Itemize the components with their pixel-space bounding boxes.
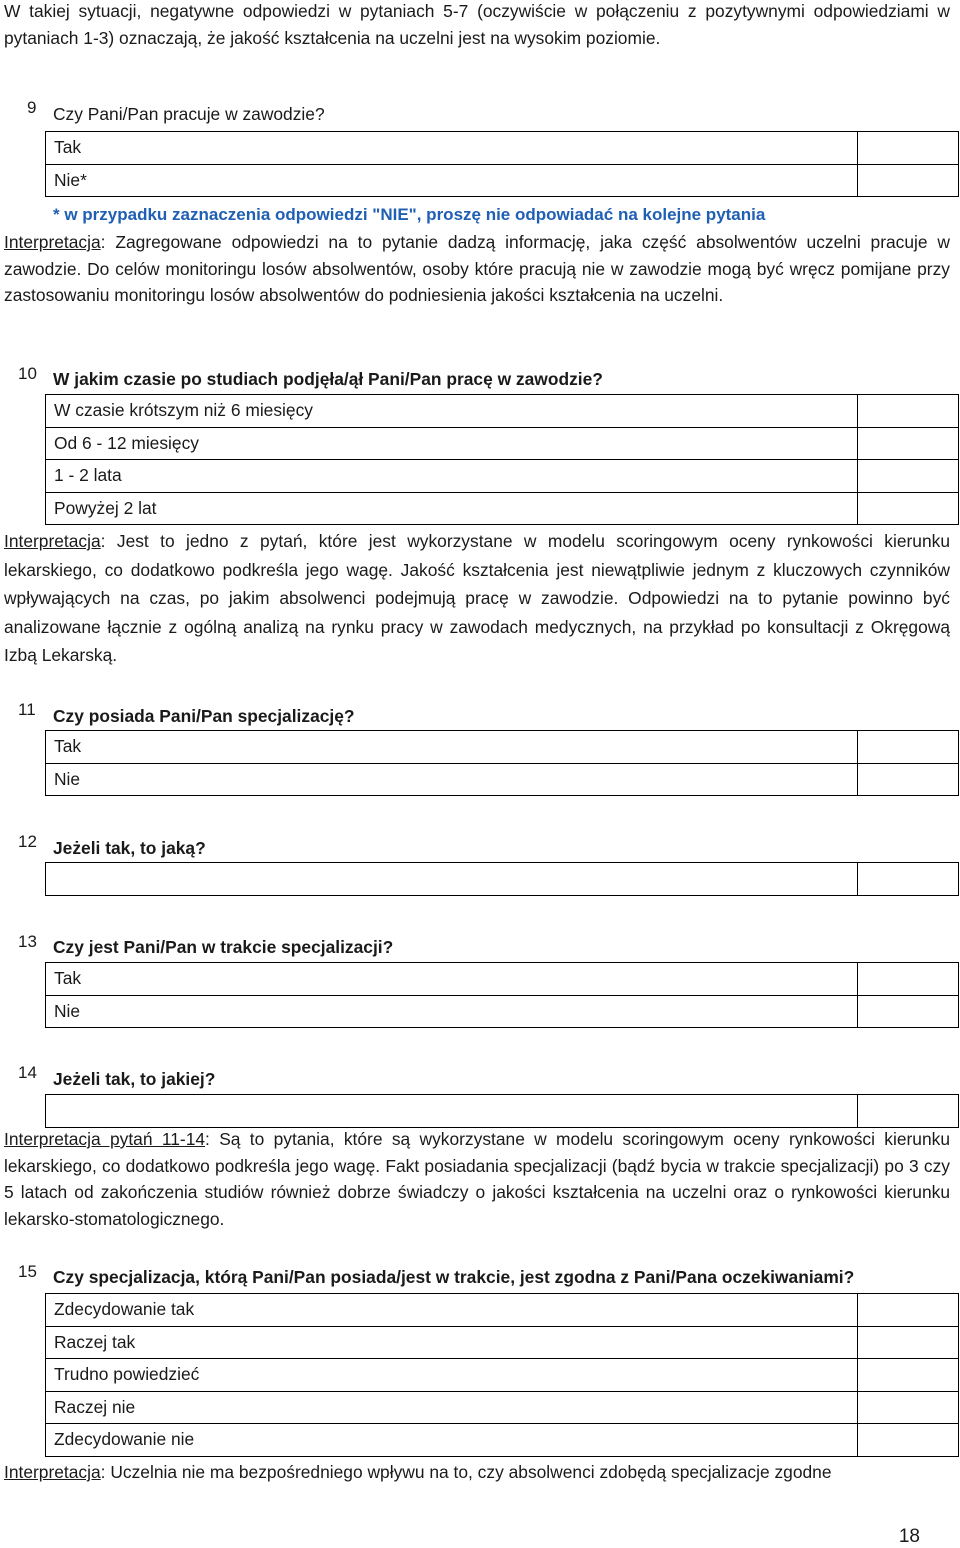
interpretation-label: Interpretacja pytań 11-14 [4,1129,206,1149]
option-label: Nie [46,995,858,1028]
option-row[interactable] [46,995,959,1028]
answer-checkbox[interactable] [858,1359,959,1392]
option-row[interactable] [46,1294,959,1327]
question-13-options [45,962,959,1028]
answer-checkbox[interactable] [858,731,959,764]
answer-box[interactable] [858,1095,959,1128]
question-9-text: Czy Pani/Pan pracuje w zawodzie? [53,104,325,124]
interpretation-text: : Zagregowane odpowiedzi na to pytanie dadzą informację, jaka część absolwentów uczelni pracuje w zawodzie. Do celów monitoringu losów absolwentów, osoby które pracują nie w zawodzie mogą być wręcz pomijane przy zastosowaniu monitoringu losów absolwentów do podniesienia jakości kształcenia na uczelni. [4,232,950,305]
answer-checkbox[interactable] [858,1326,959,1359]
question-13-number: 13 [18,932,37,951]
question-15-text: Czy specjalizacja, którą Pani/Pan posiada/jest w trakcie, jest zgodna z Pani/Pana oczekiwaniami? [53,1267,855,1287]
question-9-interpretation [4,229,950,309]
option-label: Nie* [46,164,858,197]
question-11-number: 11 [18,700,36,719]
answer-checkbox[interactable] [858,1294,959,1327]
option-row[interactable] [46,763,959,796]
option-row[interactable] [46,460,959,493]
answer-row[interactable] [46,1095,959,1128]
intro-paragraph [4,0,950,51]
intro-line-1: W takiej sytuacji, negatywne odpowiedzi w pytaniach 5-7 (oczywiście w połączeniu z pozytywnymi [4,1,805,21]
question-10-options [45,394,959,525]
answer-checkbox[interactable] [858,164,959,197]
question-10-text: W jakim czasie po studiach podjęła/ął Pani/Pan pracę w zawodzie? [53,369,603,389]
question-12-answer [45,862,959,896]
option-label: Zdecydowanie tak [46,1294,858,1327]
answer-checkbox[interactable] [858,427,959,460]
interpretation-text: : Jest to jedno z pytań, które jest wykorzystane w modelu scoringowym oceny rynkowości kierunku lekarskiego, co dodatkowo podkreśla jego wagę. Jakość kształcenia jest niewątpliwie jednym z kluczowych czynników wpływających na czas, po jakim absolwenci podejmują pracę w zawodzie. Odpowiedzi na to pytanie powinno być analizowane łącznie z ogólną analizą na rynku pracy w zawodach medycznych, na przykład po konsultacji z Okręgową Izbą Lekarską. [4,531,950,665]
question-12-text: Jeżeli tak, to jaką? [53,838,206,858]
question-11-text: Czy posiada Pani/Pan specjalizację? [53,706,355,726]
answer-text-field[interactable] [46,1095,858,1128]
answer-checkbox[interactable] [858,1424,959,1457]
option-label: W czasie krótszym niż 6 miesięcy [46,395,858,428]
question-9-note: * w przypadku zaznaczenia odpowiedzi "NIE", proszę nie odpowiadać na kolejne pytania [53,205,766,224]
option-label: Powyżej 2 lat [46,492,858,525]
question-15-interpretation [4,1459,950,1486]
question-14-number: 14 [18,1063,37,1082]
interpretation-label: Interpretacja [4,1462,101,1482]
question-10-interpretation [4,527,950,670]
option-label: Raczej nie [46,1391,858,1424]
option-label: Trudno powiedzieć [46,1359,858,1392]
option-row[interactable] [46,1391,959,1424]
option-label: Tak [46,132,858,165]
question-14-text: Jeżeli tak, to jakiej? [53,1069,216,1089]
option-label: Od 6 - 12 miesięcy [46,427,858,460]
option-row[interactable] [46,963,959,996]
answer-checkbox[interactable] [858,460,959,493]
answer-checkbox[interactable] [858,995,959,1028]
question-9-number: 9 [27,98,37,117]
option-row[interactable] [46,395,959,428]
question-14-interpretation [4,1126,950,1232]
question-14-answer [45,1094,959,1128]
interpretation-label: Interpretacja [4,232,101,252]
question-10-number: 10 [18,364,37,383]
answer-checkbox[interactable] [858,1391,959,1424]
option-label: 1 - 2 lata [46,460,858,493]
interpretation-label: Interpretacja [4,531,101,551]
question-15-options [45,1293,959,1457]
option-label: Tak [46,963,858,996]
interpretation-text: : Uczelnia nie ma bezpośredniego wpływu na to, czy absolwenci zdobędą specjalizacje zgodne [100,1462,832,1482]
page-number: 18 [898,1526,920,1547]
question-13-text: Czy jest Pani/Pan w trakcie specjalizacji? [53,937,394,957]
question-12-number: 12 [18,832,37,851]
answer-box[interactable] [858,863,959,896]
interpretation-text: : Są to pytania, które są wykorzystane w modelu scoringowym oceny rynkowości kierunku lekarskiego, co dodatkowo podkreśla jego wagę. Fakt posiadania specjalizacji (bądź bycia w trakcie specjalizacji) po 3 czy 5 latach od zakończenia studiów również dobrze świadczy o jakości kształcenia na uczelni oraz o rynkowości kierunku lekarsko-stomatologicznego. [4,1129,951,1229]
option-label: Tak [46,731,858,764]
option-row[interactable] [46,492,959,525]
answer-checkbox[interactable] [858,132,959,165]
option-row[interactable] [46,132,959,165]
answer-checkbox[interactable] [858,963,959,996]
option-row[interactable] [46,1424,959,1457]
answer-row[interactable] [46,863,959,896]
question-11-options [45,730,959,796]
question-9-options [45,131,959,197]
intro-line-2: odpowiedziami w pytaniach 1-3) oznaczają, że jakość kształcenia na uczelni jest na wysokim poziomie. [4,1,950,48]
option-label: Zdecydowanie nie [46,1424,858,1457]
option-label: Raczej tak [46,1326,858,1359]
question-15-number: 15 [18,1262,37,1281]
answer-checkbox[interactable] [858,492,959,525]
option-label: Nie [46,763,858,796]
option-row[interactable] [46,1326,959,1359]
option-row[interactable] [46,427,959,460]
answer-checkbox[interactable] [858,763,959,796]
option-row[interactable] [46,164,959,197]
option-row[interactable] [46,1359,959,1392]
answer-checkbox[interactable] [858,395,959,428]
answer-text-field[interactable] [46,863,858,896]
option-row[interactable] [46,731,959,764]
